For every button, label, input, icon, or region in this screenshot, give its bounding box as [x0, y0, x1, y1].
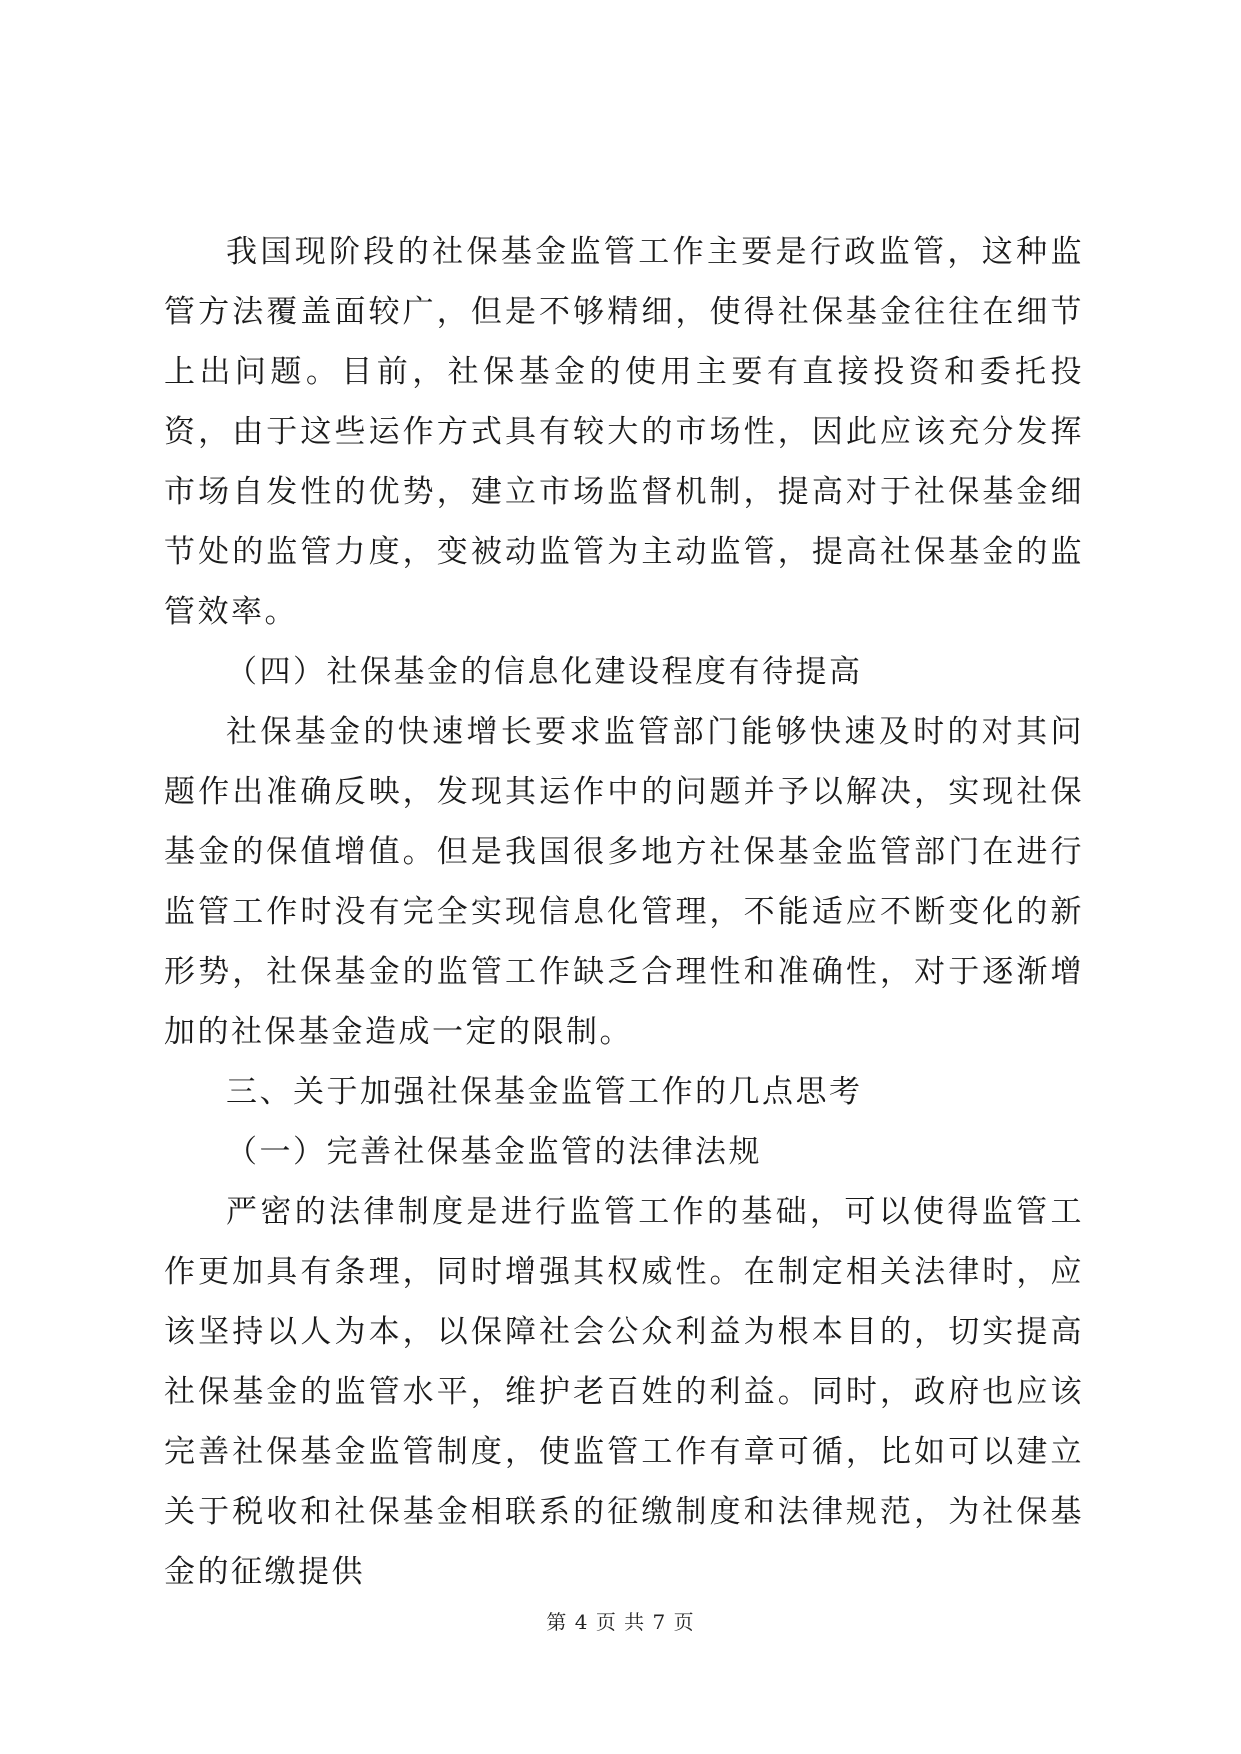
- section-heading-1: （一）完善社保基金监管的法律法规: [226, 1134, 762, 1170]
- paragraph-2: 社保基金的快速增长要求监管部门能够快速及时的对其问题作出准确反映，发现其运作中的问题并予以解决，实现社保基金的保值增值。但是我国很多地方社保基金监管部门在进行监管工作时没有完全实现信息化管理，不能适应不断变化的新形势，社保基金的监管工作缺乏合理性和准确性，对于逐渐增加的社保基金造成一定的限制。: [164, 714, 1084, 1050]
- chapter-heading-3: 三、关于加强社保基金监管工作的几点思考: [226, 1074, 863, 1110]
- section-heading-4: （四）社保基金的信息化建设程度有待提高: [226, 654, 863, 690]
- paragraph-3: 严密的法律制度是进行监管工作的基础，可以使得监管工作更加具有条理，同时增强其权威性。在制定相关法律时，应该坚持以人为本，以保障社会公众利益为根本目的，切实提高社保基金的监管水平，维护老百姓的利益。同时，政府也应该完善社保基金监管制度，使监管工作有章可循，比如可以建立关于税收和社保基金相联系的征缴制度和法律规范，为社保基金的征缴提供: [164, 1194, 1084, 1590]
- paragraph-1: 我国现阶段的社保基金监管工作主要是行政监管，这种监管方法覆盖面较广，但是不够精细，使得社保基金往往在细节上出问题。目前，社保基金的使用主要有直接投资和委托投资，由于这些运作方式具有较大的市场性，因此应该充分发挥市场自发性的优势，建立市场监督机制，提高对于社保基金细节处的监管力度，变被动监管为主动监管，提高社保基金的监管效率。: [164, 234, 1084, 630]
- page-number-footer: 第 4 页 共 7 页: [546, 1610, 695, 1634]
- document-body: [164, 222, 1084, 1602]
